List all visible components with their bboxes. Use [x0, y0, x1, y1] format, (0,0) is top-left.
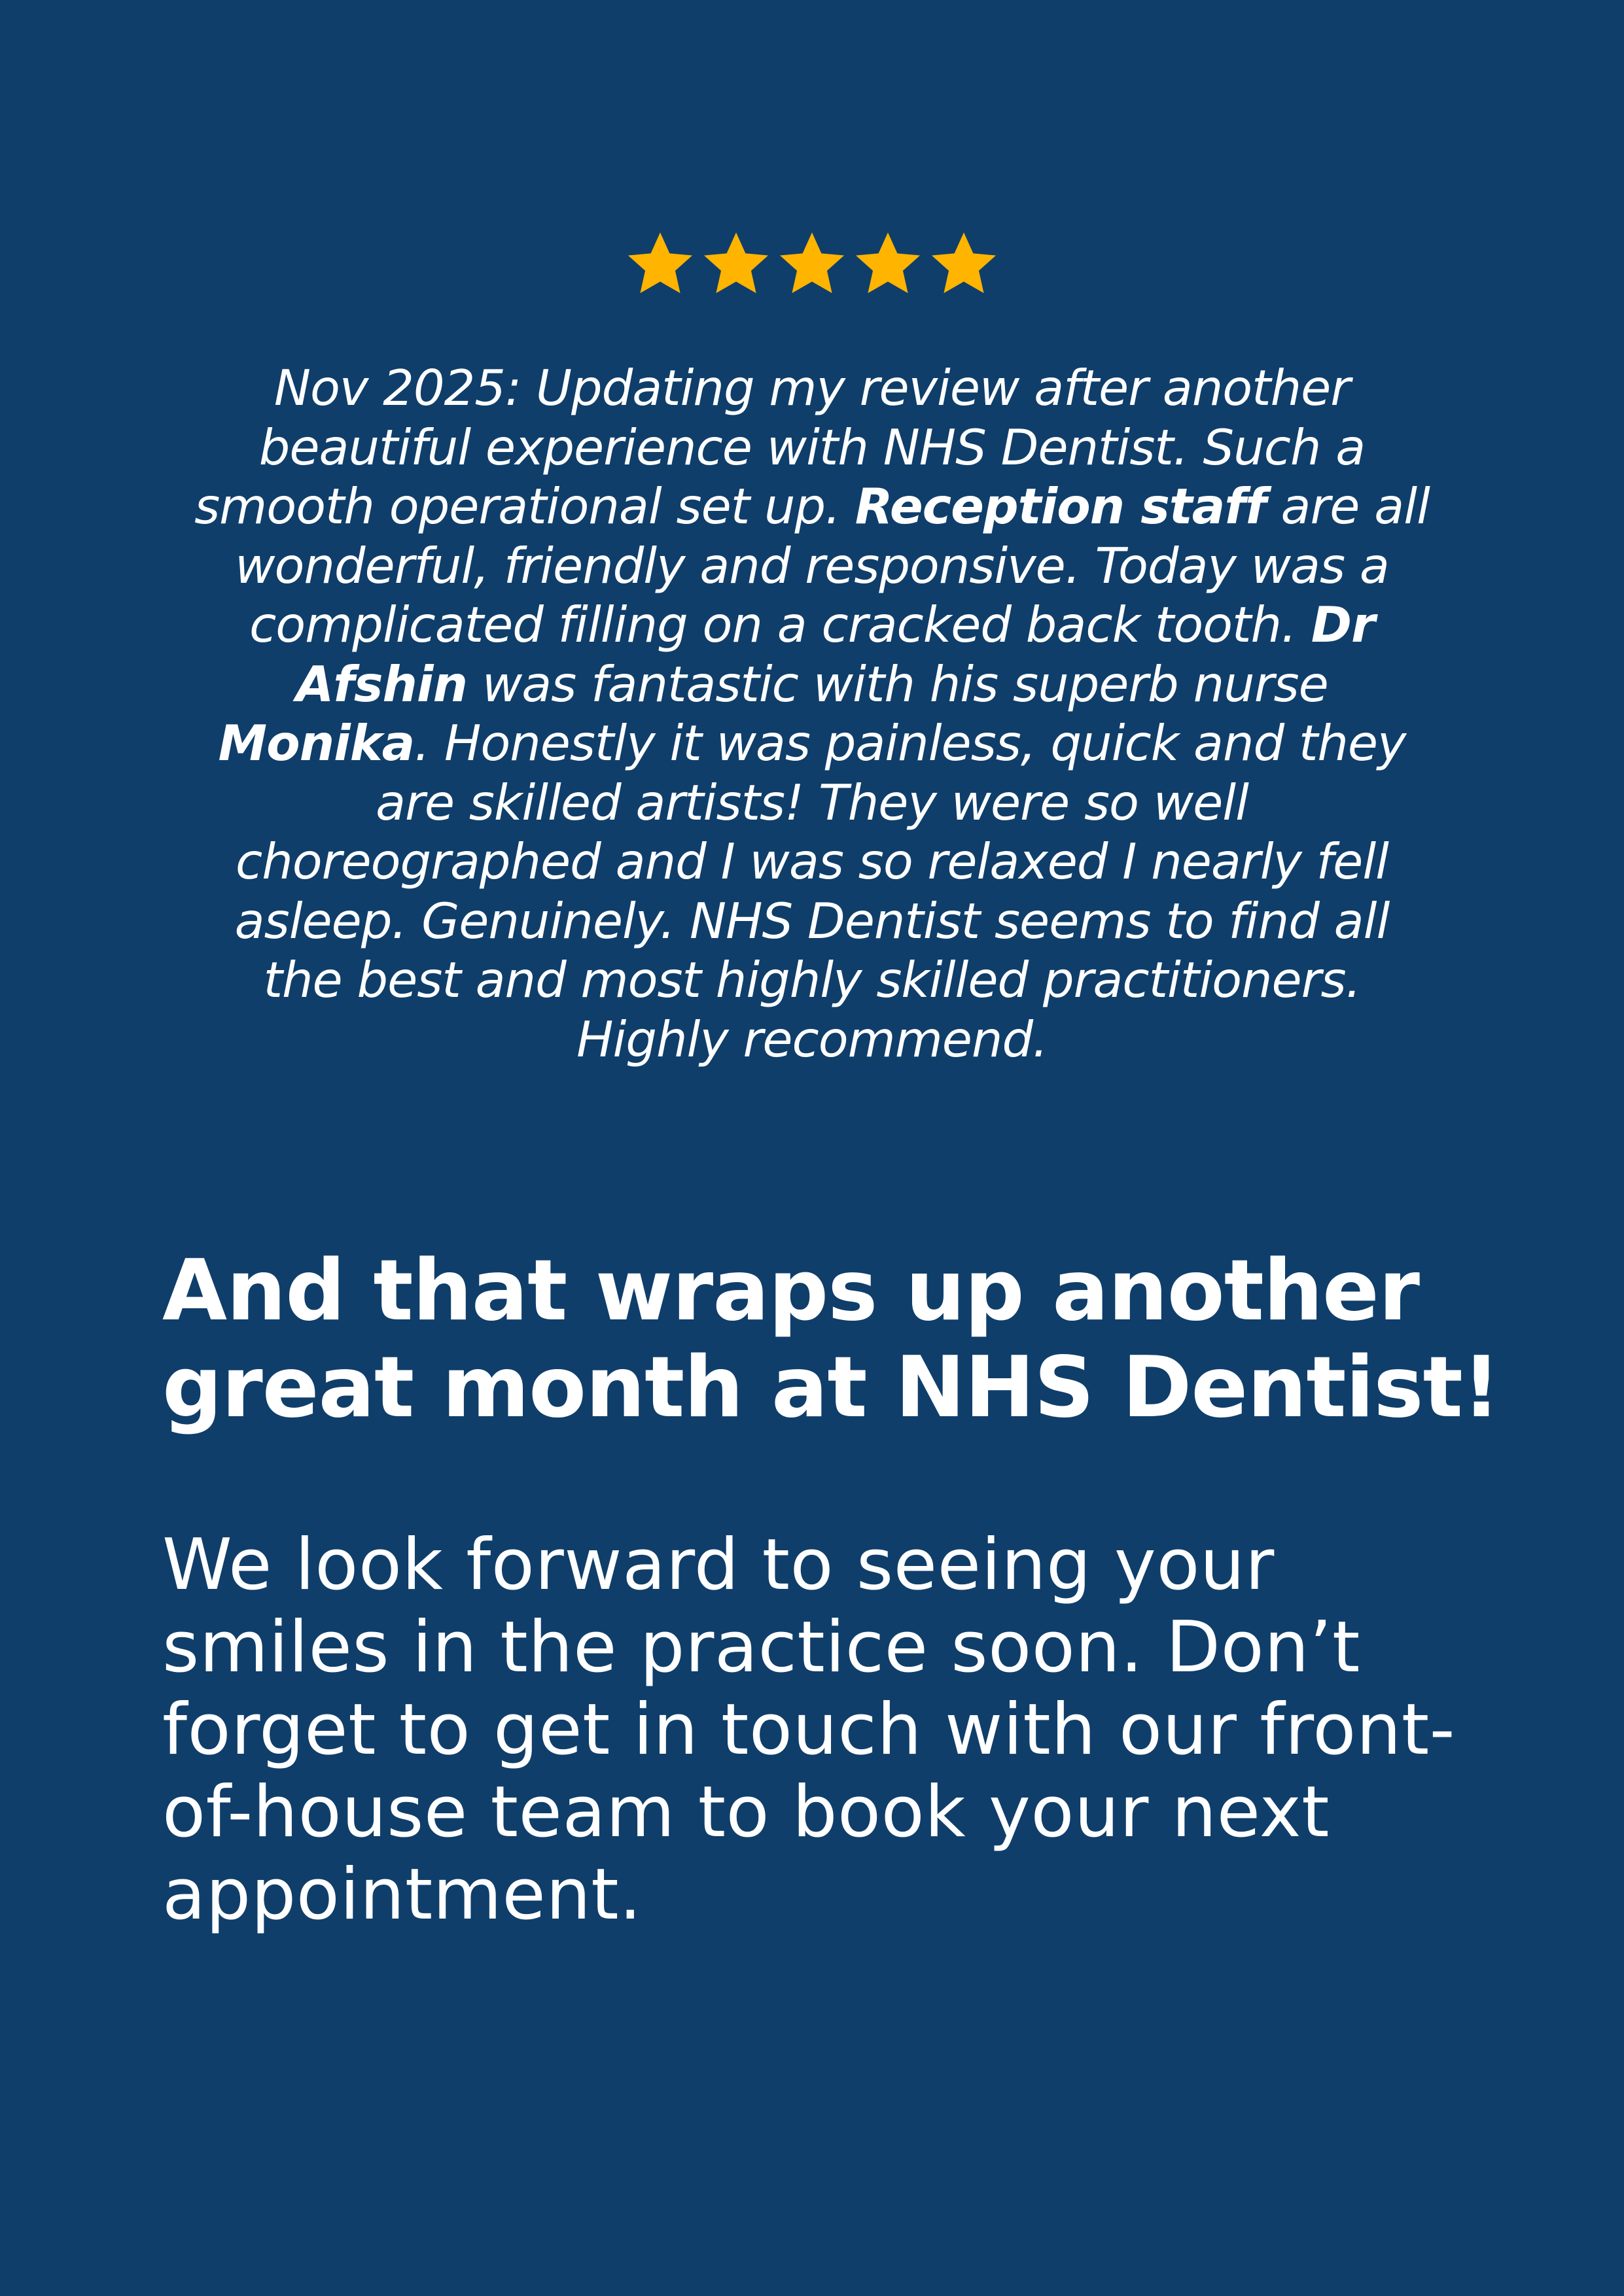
- closing-line: forget to get in touch with our front-: [162, 1689, 1456, 1771]
- closing-line: of-house team to book your next: [162, 1771, 1330, 1853]
- highlight-dentist-name: Dr Afshin: [296, 596, 1375, 713]
- closing-message: [162, 1524, 1504, 1936]
- star-icon: [625, 229, 696, 300]
- closing-line: appointment.: [162, 1854, 642, 1936]
- review-quote: [190, 358, 1434, 1069]
- closing-line: smiles in the practice soon. Don’t: [162, 1607, 1360, 1688]
- review-text: . Honestly it was painless, quick and they are skilled artists! They were so well choreographed and I was so relaxed I nearly fell asleep. Genuinely. NHS Dentist seems to find all the best and most highly skilled practitioners. Highly recommend.: [234, 714, 1406, 1068]
- review-text: are all wonderful, friendly and responsive. Today was a complicated filling on a cracked back tooth.: [235, 478, 1430, 653]
- star-icon: [853, 229, 923, 300]
- highlight-nurse-name: Monika: [218, 714, 415, 772]
- highlight-reception-staff: Reception staff: [855, 478, 1266, 535]
- star-icon: [777, 229, 847, 300]
- star-icon: [928, 229, 999, 300]
- review-text: was fantastic with his superb nurse: [467, 655, 1328, 713]
- heading-line: great month at NHS Dentist!: [162, 1339, 1500, 1436]
- heading-line: And that wraps up another: [162, 1242, 1419, 1340]
- star-rating: [0, 229, 1624, 300]
- star-icon: [701, 229, 771, 300]
- review-text: Nov 2025: Updating my review after another beautiful experience with NHS Dentist. Such a smooth operational set up.: [194, 359, 1366, 535]
- closing-heading: [162, 1243, 1536, 1436]
- closing-line: We look forward to seeing your: [162, 1524, 1275, 1606]
